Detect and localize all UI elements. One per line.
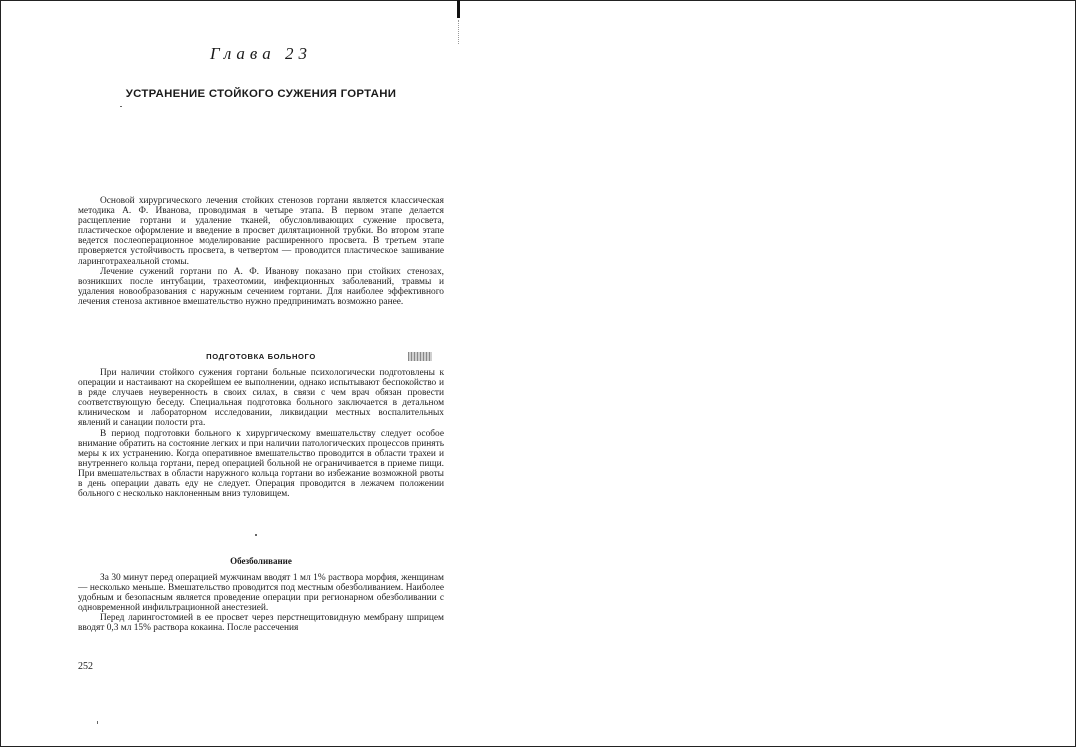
binding-dots [458,20,460,44]
book-page [78,0,444,745]
page-number: 252 [78,661,93,672]
print-blot [408,352,432,361]
anesthesia-paragraph-1: За 30 минут перед операцией мужчинам вводят 1 мл 1% раствора морфия, женщинам — несколько меньше. Вмешательство проводится под местным обезболиванием. Наиболее удобным и безопасным является проведение операции при регионарном обезболивании с одновременной инфильтрационной анестезией. [78,573,444,614]
intro-paragraph-1: Основой хирургического лечения стойких стенозов гортани является классическая методика А. Ф. Иванова, проводимая в четыре этапа. В первом этапе делается расщепление гортани и удаление тканей, обусловливающих сужение просвета, пластическое оформление и введение в просвет дилятационной трубки. Во втором этапе ведется послеоперационное моделирование расширенного просвета. В третьем этапе проверяется устойчивость просвета, в четвертом — проводится пластическое зашивание ларинготрахеальной стомы. [78,196,444,267]
anesthesia-paragraph-2: Перед ларингостомией в ее просвет через перстнещитовидную мембрану шприцем вводят 0,3 мл 15% раствора кокаина. После рассечения [78,613,444,634]
intro-paragraph-2: Лечение сужений гортани по А. Ф. Иванову показано при стойких стенозах, возникших после интубации, трахеотомии, инфекционных заболеваний, травмы и удаления новообразования с наружным сечением гортани. Для наиболее эффективного лечения стеноза активное вмешательство нужно предпринимать возможно ранее. [78,266,444,307]
scan-speck [120,106,122,107]
scan-speck [97,721,98,724]
chapter-title: УСТРАНЕНИЕ СТОЙКОГО СУЖЕНИЯ ГОРТАНИ [125,88,397,100]
preparation-text [78,368,444,499]
chapter-label: Глава 23 [210,44,312,63]
binding-mark [457,0,460,18]
scan-speck [255,534,257,536]
section-heading-preparation: ПОДГОТОВКА БОЛЬНОГО [206,352,316,361]
intro-text [78,196,444,307]
anesthesia-text [78,573,444,634]
section-heading-anesthesia: Обезболивание [230,556,292,566]
preparation-paragraph-2: В период подготовки больного к хирургическому вмешательству следует особое внимание обратить на состояние легких и при наличии патологических процессов принять меры к их устранению. Когда оперативное вмешательство проводится в области трахеи и внутреннего кольца гортани, перед операцией больной не ограничивается в приеме пищи. При вмешательствах в области наружного кольца гортани во избежание возможной рвоты в день операции давать еду не следует. Операция проводится в лежачем положении больного с несколько наклоненным вниз туловищем. [78,428,444,500]
preparation-paragraph-1: При наличии стойкого сужения гортани больные психологически подготовлены к операции и настаивают на скорейшем ее выполнении, однако испытывают беспокойство и в ряде случаев неуверенность в своих силах, в связи с чем врач обязан провести соответствующую беседу. Специальная подготовка больного заключается в детальном клиническом и лабораторном исследовании, ликвидации местных воспалительных явлений и санации полости рта. [78,368,444,429]
